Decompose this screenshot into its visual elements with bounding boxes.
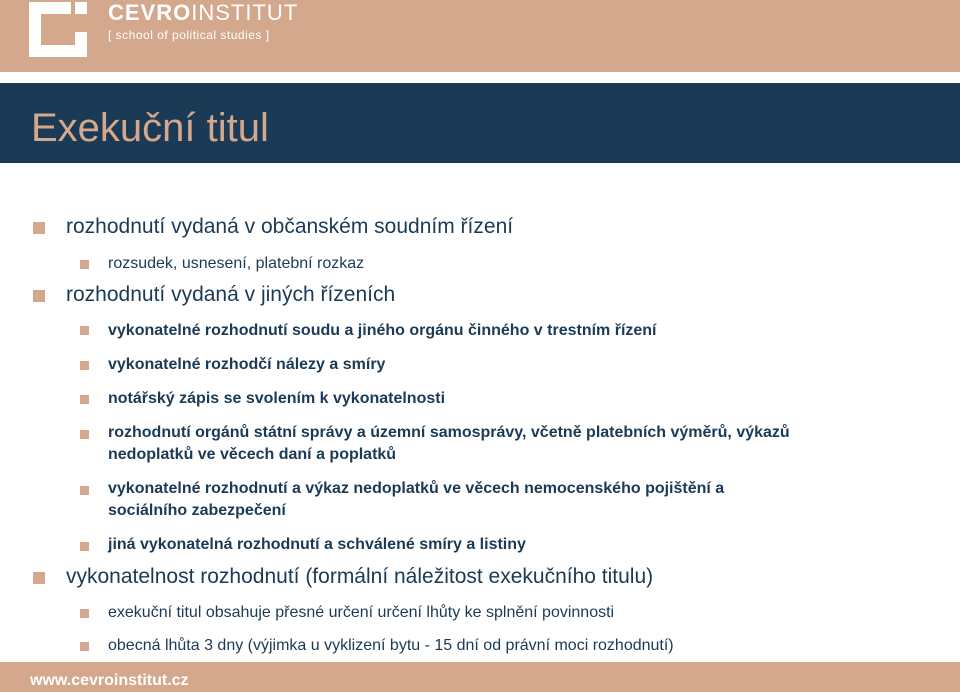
slide-title: Exekuční titul (31, 106, 269, 150)
footer-url-link[interactable]: www.cevroinstitut.cz (30, 672, 189, 689)
bullet-marker (80, 486, 89, 495)
list-item: notářský zápis se svolením k vykonatelnosti (108, 390, 446, 407)
bullet-marker (33, 222, 45, 234)
divider (0, 72, 960, 83)
bullet-marker (80, 609, 89, 618)
bullet-marker (80, 542, 89, 551)
bullet-marker (33, 290, 45, 302)
list-item: rozsudek, usnesení, platební rozkaz (108, 255, 365, 272)
list-item: vykonatelné rozhodnutí a výkaz nedoplatků ve věcech nemocenského pojištění a (108, 480, 725, 497)
brand-tagline: [ school of political studies ] (108, 28, 270, 42)
bullet-marker (80, 326, 89, 335)
bullet-marker (80, 361, 89, 370)
brand-name-light: INSTITUT (191, 0, 299, 25)
list-item-continuation: sociálního zabezpečení (108, 502, 286, 519)
list-item: rozhodnutí orgánů státní správy a územní samosprávy, včetně platebních výměrů, výkazů (108, 424, 790, 441)
bullet-marker (80, 430, 89, 439)
bullet-marker (33, 572, 45, 584)
list-item: vykonatelnost rozhodnutí (formální náležitost exekučního titulu) (66, 565, 654, 588)
list-item: exekuční titul obsahuje přesné určení určení lhůty ke splnění povinnosti (108, 604, 615, 621)
brand-name-bold: CEVRO (108, 0, 192, 25)
list-item: obecná lhůta 3 dny (výjimka u vyklizení bytu - 15 dní od právní moci rozhodnutí) (108, 637, 674, 654)
list-item-continuation: nedoplatků ve věcech daní a poplatků (108, 446, 397, 463)
bullet-marker (80, 260, 89, 269)
list-item: vykonatelné rozhodnutí soudu a jiného orgánu činného v trestním řízení (108, 322, 657, 339)
list-item: vykonatelné rozhodčí nálezy a smíry (108, 356, 386, 373)
bullet-marker (80, 642, 89, 651)
list-item: rozhodnutí vydaná v jiných řízeních (66, 283, 396, 306)
list-item: jiná vykonatelná rozhodnutí a schválené smíry a listiny (108, 536, 526, 553)
brand-name (108, 0, 298, 26)
list-item: rozhodnutí vydaná v občanském soudním řízení (66, 215, 514, 238)
bullet-marker (80, 395, 89, 404)
cevro-logo-icon (29, 2, 87, 57)
